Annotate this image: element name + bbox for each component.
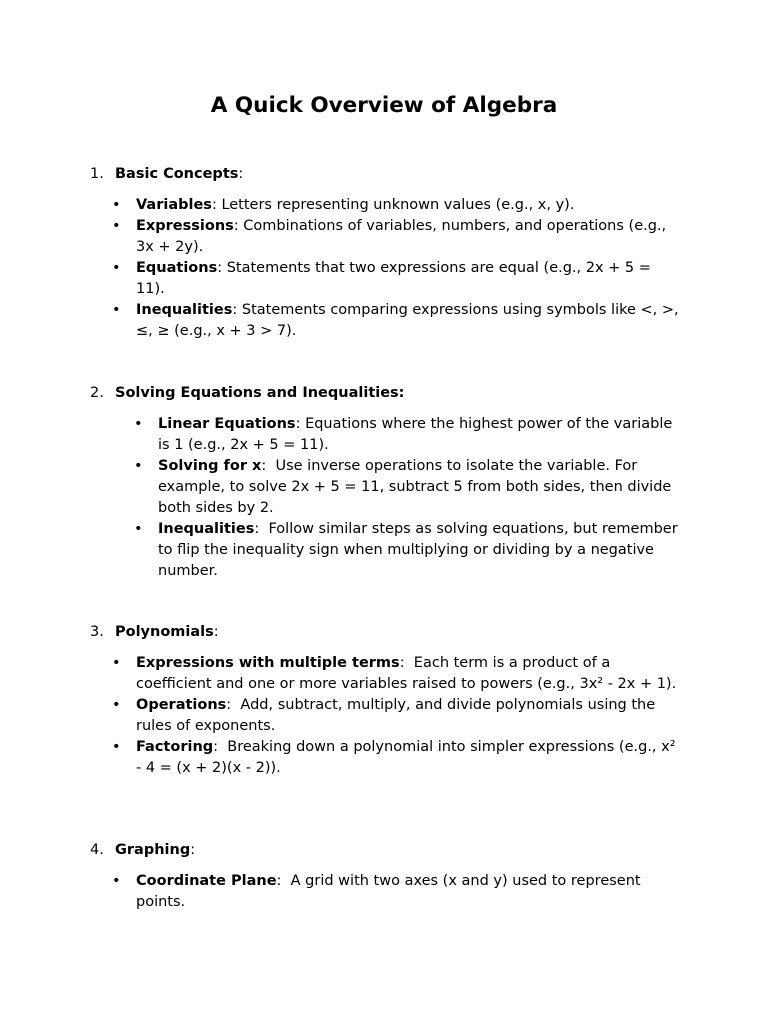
- item-text: Breaking down a polynomial into simpler expressions (e.g., x² - 4 = (x + 2)(x - 2)).: [136, 739, 676, 776]
- bullet-list: [112, 871, 681, 913]
- item-text: Use inverse operations to isolate the variable. For example, to solve 2x + 5 = 11, subtract 5 from both sides, then divide both sides by 2.: [158, 458, 672, 516]
- item-term: Coordinate Plane: [136, 873, 277, 889]
- list-item: • Inequalities: Follow similar steps as solving equations, but remember to flip the inequality sign when multiplying or dividing by a negative number.: [134, 521, 678, 579]
- bullet-list: [134, 414, 678, 582]
- bullet-icon: •: [112, 197, 121, 213]
- list-item: • Variables: Letters representing unknown values (e.g., x, y).: [136, 195, 681, 216]
- bullet-icon: •: [134, 416, 143, 432]
- bullet-icon: •: [112, 218, 121, 234]
- bullet-icon: •: [112, 873, 121, 889]
- page-title: A Quick Overview of Algebra: [210, 93, 558, 118]
- item-text: Follow similar steps as solving equations, but remember to flip the inequality sign when multiplying or dividing by a negative number.: [158, 521, 678, 579]
- bullet-icon: •: [134, 521, 143, 537]
- bullet-list: [112, 195, 681, 342]
- section-number: 2.: [90, 385, 104, 401]
- item-term: Inequalities: [158, 521, 255, 537]
- section-heading: 1. Basic Concepts:: [90, 164, 243, 185]
- item-term: Factoring: [136, 739, 214, 755]
- section-number: 4.: [90, 842, 104, 858]
- list-item: • Inequalities: Statements comparing expressions using symbols like <, >, ≤, ≥ (e.g., x + 3 > 7).: [112, 302, 679, 339]
- item-term: Operations: [136, 697, 227, 713]
- bullet-icon: •: [112, 260, 121, 276]
- item-term: Solving for x: [158, 458, 262, 474]
- section-number: 1.: [90, 166, 104, 182]
- list-item: • Coordinate Plane: A grid with two axes (x and y) used to represent points.: [112, 873, 641, 910]
- item-term: Equations: [136, 260, 218, 276]
- section-title: Graphing: [115, 842, 191, 858]
- list-item: • Expressions: Combinations of variables, numbers, and operations (e.g., 3x + 2y).: [112, 218, 667, 255]
- list-item: • Solving for x: Use inverse operations to isolate the variable. For example, to solve 2x + 5 = 11, subtract 5 from both sides, then divide both sides by 2.: [134, 458, 672, 516]
- item-text: Statements comparing expressions using symbols like <, >, ≤, ≥ (e.g., x + 3 > 7).: [136, 302, 679, 339]
- item-text: Combinations of variables, numbers, and operations (e.g., 3x + 2y).: [136, 218, 667, 255]
- item-term: Inequalities: [136, 302, 233, 318]
- item-text: Statements that two expressions are equal (e.g., 2x + 5 = 11).: [136, 260, 651, 297]
- item-term: Variables: [136, 197, 212, 213]
- section-heading: 4. Graphing:: [90, 840, 195, 861]
- list-item: • Expressions with multiple terms: Each term is a product of a coefficient and one or more variables raised to powers (e.g., 3x² - 2x + 1).: [112, 655, 677, 692]
- list-item: • Operations: Add, subtract, multiply, and divide polynomials using the rules of exponents.: [112, 697, 656, 734]
- list-item: • Factoring: Breaking down a polynomial into simpler expressions (e.g., x² - 4 = (x + 2)(x - 2)).: [112, 739, 676, 776]
- section-title: Basic Concepts: [115, 166, 239, 182]
- item-text: Add, subtract, multiply, and divide polynomials using the rules of exponents.: [136, 697, 656, 734]
- item-text: Equations where the highest power of the variable is 1 (e.g., 2x + 5 = 11).: [158, 416, 673, 453]
- bullet-icon: •: [134, 458, 143, 474]
- list-item: • Equations: Statements that two expressions are equal (e.g., 2x + 5 = 11).: [112, 260, 651, 297]
- list-item: • Linear Equations: Equations where the highest power of the variable is 1 (e.g., 2x + 5 = 11).: [134, 416, 673, 453]
- item-text: A grid with two axes (x and y) used to represent points.: [136, 873, 641, 910]
- item-term: Linear Equations: [158, 416, 296, 432]
- section-number: 3.: [90, 624, 104, 640]
- section-title: Polynomials: [115, 624, 214, 640]
- item-text: Letters representing unknown values (e.g., x, y).: [221, 197, 575, 213]
- section-heading: 3. Polynomials:: [90, 622, 219, 643]
- item-term: Expressions with multiple terms: [136, 655, 400, 671]
- bullet-icon: •: [112, 697, 121, 713]
- section-heading: [90, 383, 404, 404]
- bullet-icon: •: [112, 739, 121, 755]
- bullet-icon: •: [112, 302, 121, 318]
- item-text: Each term is a product of a coefficient and one or more variables raised to powers (e.g., 3x² - 2x + 1).: [136, 655, 677, 692]
- bullet-list: [112, 653, 681, 779]
- section-title: Solving Equations and Inequalities:: [115, 385, 405, 401]
- item-term: Expressions: [136, 218, 234, 234]
- bullet-icon: •: [112, 655, 121, 671]
